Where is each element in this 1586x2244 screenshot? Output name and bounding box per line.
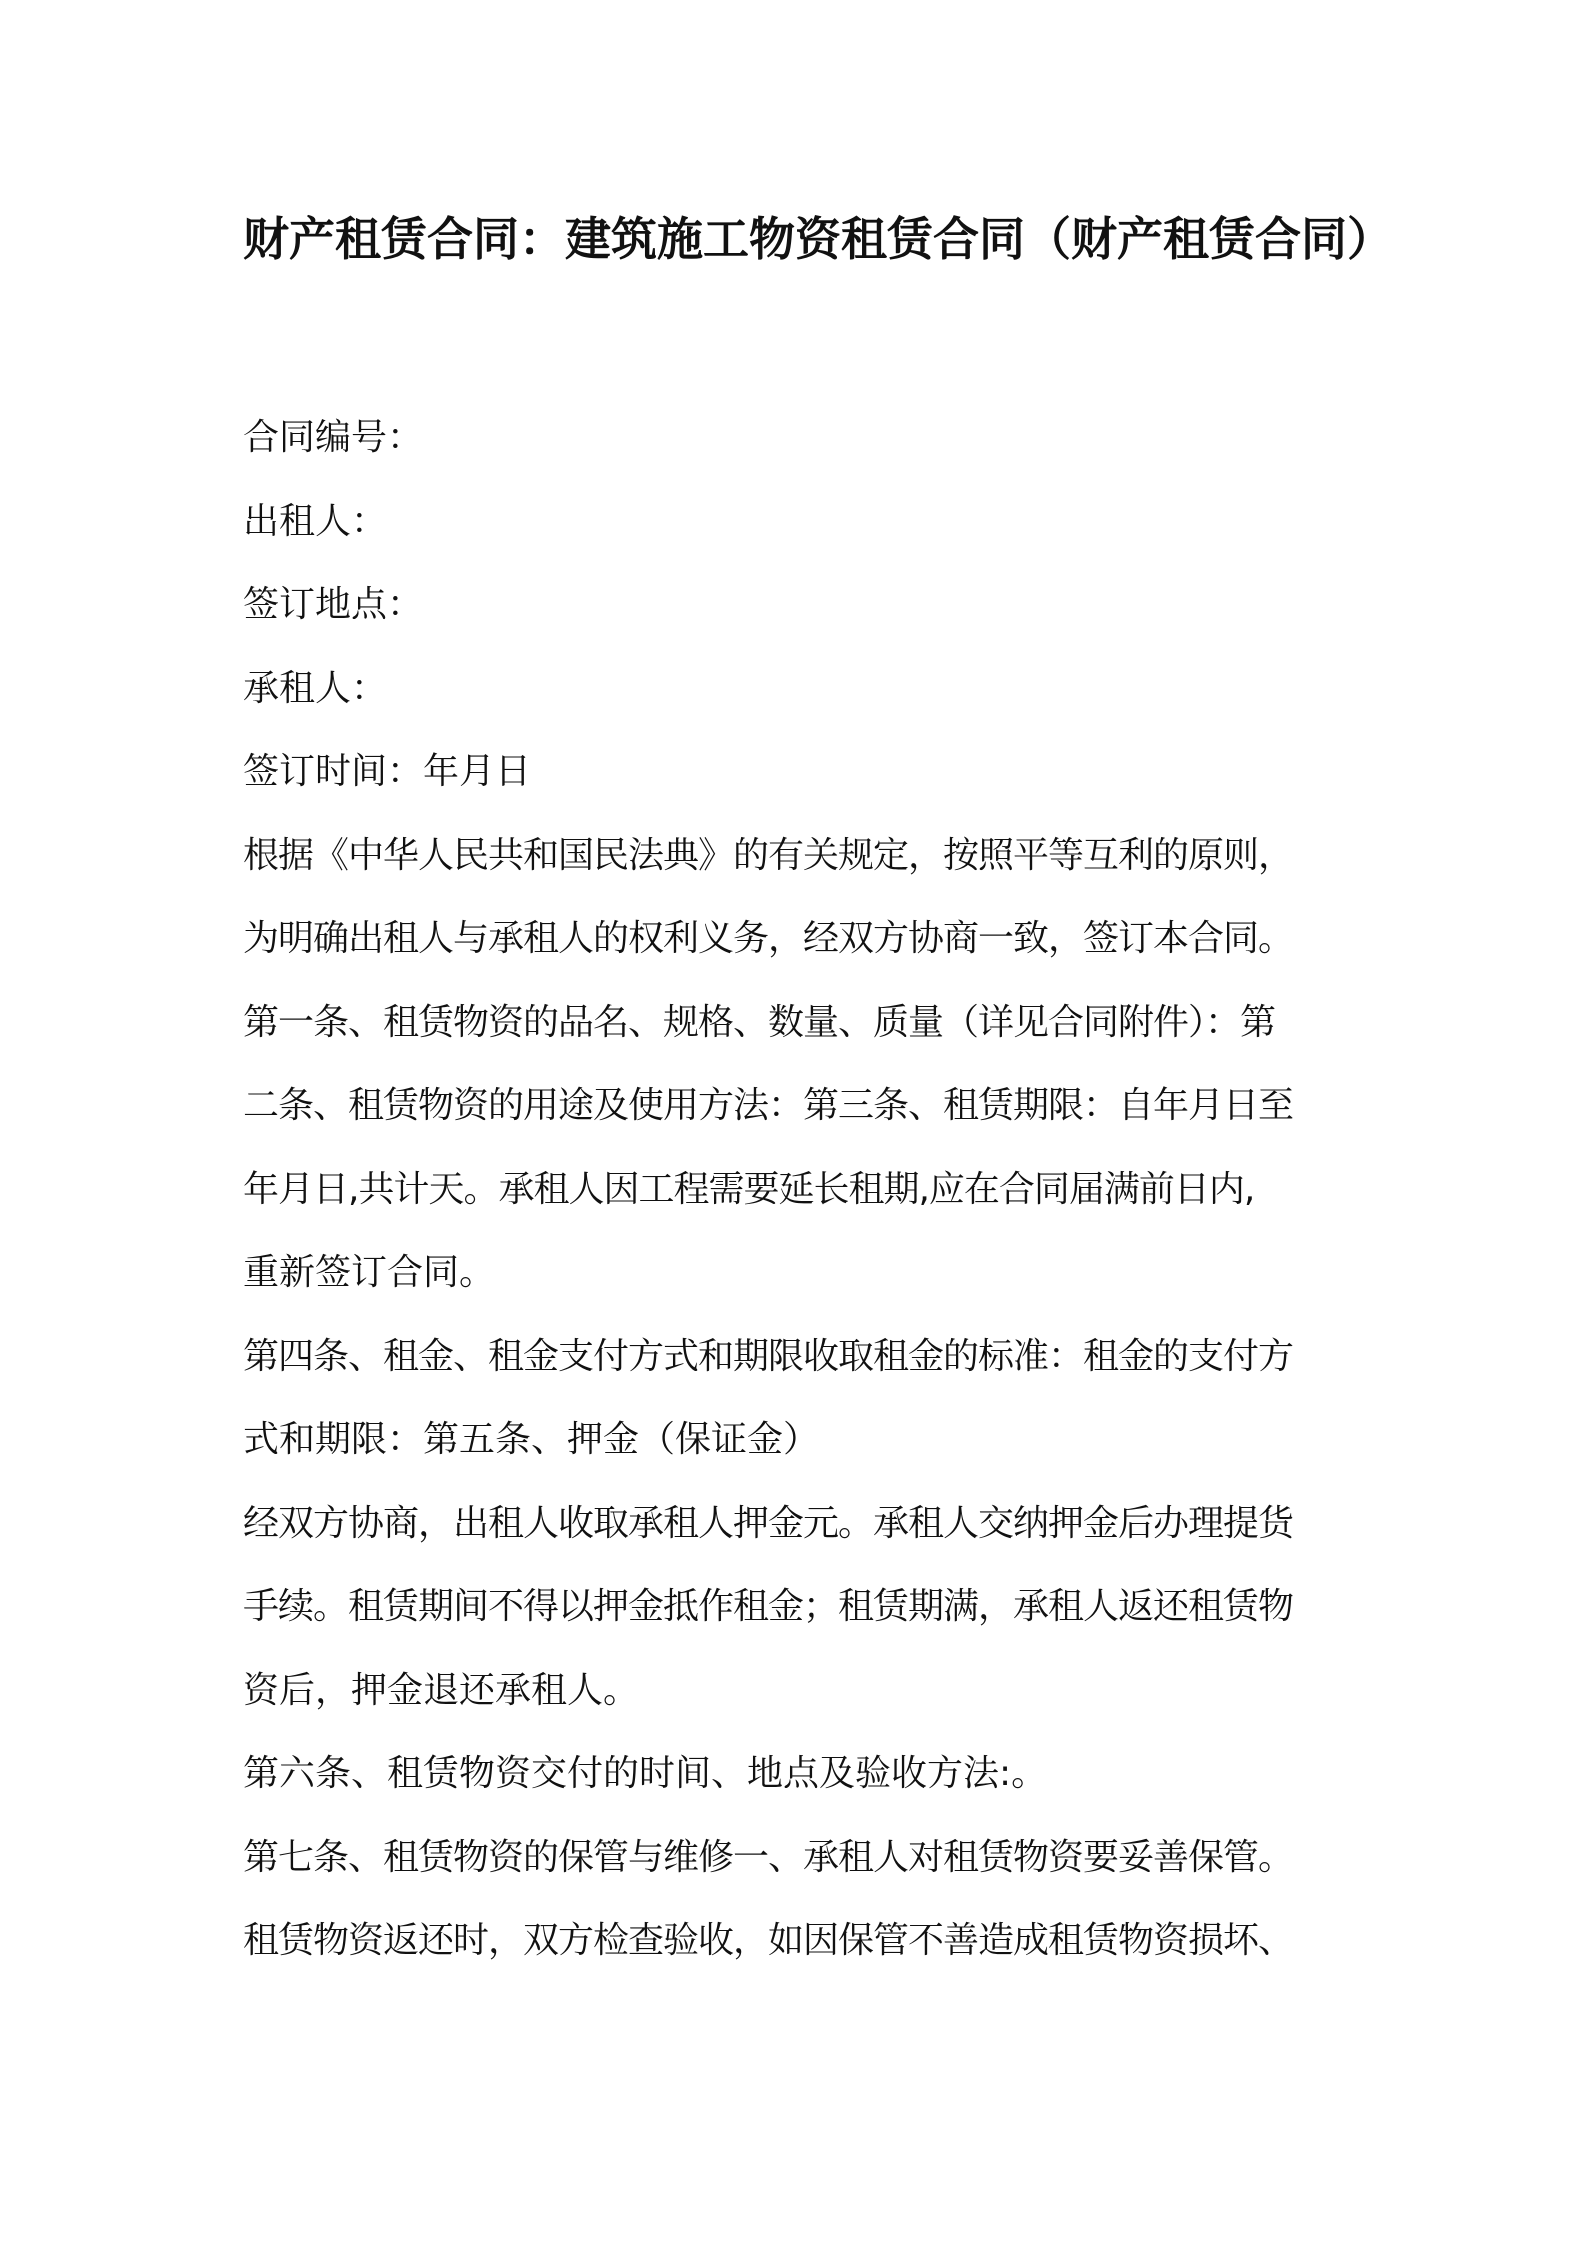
paragraph-line: 资后，押金退还承租人。 — [243, 1669, 640, 1711]
paragraph-line: 第四条、租金、租金支付方式和期限收取租金的标准：租金的支付方 — [243, 1335, 1294, 1377]
document-body — [243, 408, 1353, 1995]
paragraph-line: 第六条、租赁物资交付的时间、地点及验收方法:。 — [243, 1753, 1048, 1794]
paragraph-line: 重新签订合同。 — [243, 1252, 496, 1293]
contract-number-line: 合同编号： — [243, 417, 424, 458]
paragraph-line: 年月日,共计天。承租人因工程需要延长租期,应在合同届满前日内, — [243, 1168, 1255, 1210]
signing-place-line: 签订地点： — [243, 584, 424, 625]
paragraph-line: 式和期限：第五条、押金（保证金） — [243, 1419, 820, 1460]
document-title: 财产租赁合同：建筑施工物资租赁合同（财产租赁合同） — [243, 212, 1393, 266]
lessor-line: 出租人： — [243, 500, 388, 542]
paragraph-line: 根据《中华人民共和国民法典》的有关规定，按照平等互利的原则， — [243, 834, 1294, 876]
paragraph-line: 第一条、租赁物资的品名、规格、数量、质量（详见合同附件）：第 — [243, 1001, 1276, 1043]
lessee-line: 承租人： — [243, 667, 388, 709]
paragraph-line: 手续。租赁期间不得以押金抵作租金；租赁期满，承租人返还租赁物 — [243, 1586, 1294, 1627]
paragraph-line: 租赁物资返还时，双方检查验收，如因保管不善造成租赁物资损坏、 — [243, 1920, 1294, 1961]
signing-date-line: 签订时间：年月日 — [243, 751, 532, 792]
paragraph-line: 二条、租赁物资的用途及使用方法：第三条、租赁期限：自年月日至 — [243, 1085, 1294, 1126]
paragraph-line: 经双方协商，出租人收取承租人押金元。承租人交纳押金后办理提货 — [243, 1502, 1294, 1544]
paragraph-line: 为明确出租人与承租人的权利义务，经双方协商一致，签订本合同。 — [243, 918, 1294, 959]
paragraph-line: 第七条、租赁物资的保管与维修一、承租人对租赁物资要妥善保管。 — [243, 1836, 1294, 1878]
